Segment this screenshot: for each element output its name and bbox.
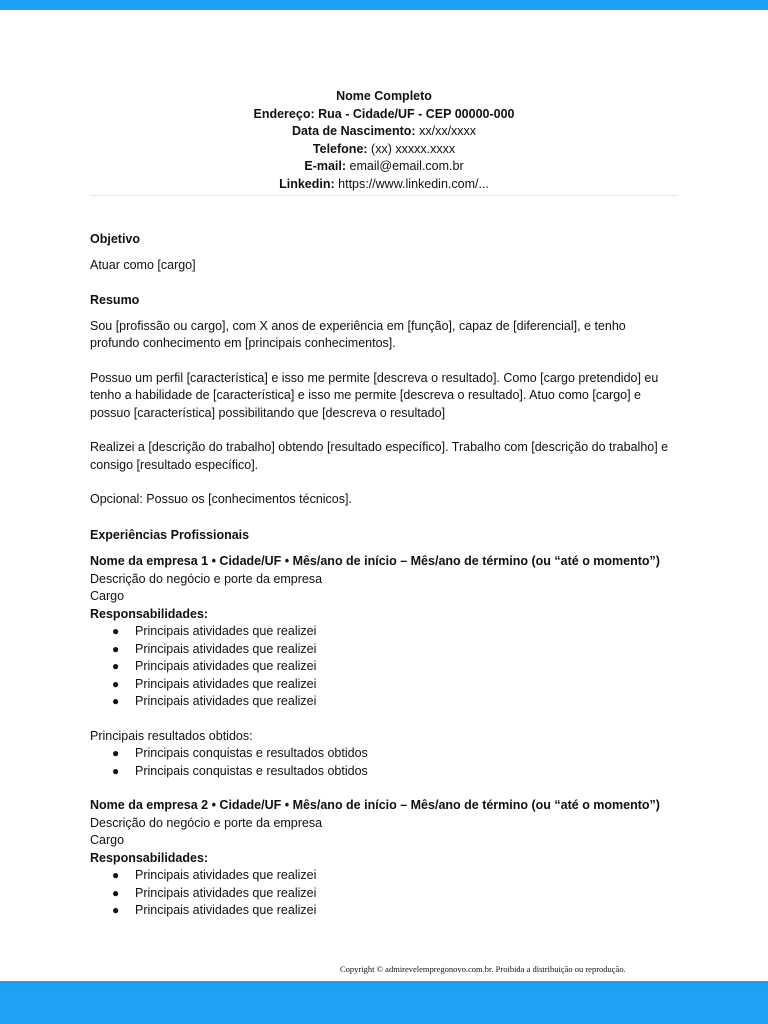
job-description: Descrição do negócio e porte da empresa xyxy=(90,815,323,830)
bullet-icon: ● xyxy=(112,659,120,673)
list-item xyxy=(112,885,678,903)
bullet-icon: ● xyxy=(112,624,120,638)
list-item-text: Principais atividades que realizei xyxy=(135,694,317,708)
job-heading: Nome da empresa 2 • Cidade/UF • Mês/ano de início – Mês/ano de término (ou “até o momento”) xyxy=(90,798,660,812)
list-item-text: Principais atividades que realizei xyxy=(135,624,317,638)
list-item-text: Principais atividades que realizei xyxy=(135,659,317,673)
bullet-icon: ● xyxy=(112,885,120,900)
list-item-text: Principais atividades que realizei xyxy=(135,903,317,917)
responsibilities-label: Responsabilidades: xyxy=(90,606,209,621)
email-line xyxy=(90,158,678,176)
list-item xyxy=(112,641,678,659)
address-value: Rua - Cidade/UF - CEP 00000-000 xyxy=(318,106,515,121)
bullet-icon: ● xyxy=(112,903,120,917)
results-list xyxy=(90,745,678,780)
list-item-text: Principais conquistas e resultados obtidos xyxy=(135,746,368,760)
bullet-icon: ● xyxy=(112,746,120,760)
phone-line xyxy=(90,141,678,159)
phone-value: (xx) xxxxx.xxxx xyxy=(371,141,456,156)
birth-label: Data de Nascimento: xyxy=(291,124,416,138)
list-item-text: Principais conquistas e resultados obtidos xyxy=(135,763,368,778)
list-item xyxy=(112,745,678,763)
list-item xyxy=(112,658,678,676)
address-label: Endereço: xyxy=(253,106,315,121)
address-line xyxy=(90,106,678,124)
responsibilities-list xyxy=(90,623,678,711)
job-role: Cargo xyxy=(90,589,125,603)
experience-entry xyxy=(90,797,678,920)
objective-title: Objetivo xyxy=(90,232,141,246)
list-item-text: Principais atividades que realizei xyxy=(135,885,317,900)
bullet-icon: ● xyxy=(112,763,120,778)
list-item-text: Principais atividades que realizei xyxy=(135,641,317,656)
birth-line xyxy=(90,123,678,141)
list-item xyxy=(112,902,678,920)
list-item xyxy=(112,763,678,781)
resume-header xyxy=(90,88,678,196)
summary-paragraph: Realizei a [descrição do trabalho] obtendo [resultado específico]. Trabalho com [descrição do trabalho] e consigo [resultado específico]. xyxy=(90,440,669,472)
experience-entry xyxy=(90,553,678,780)
linkedin-label: Linkedin: xyxy=(279,176,335,191)
linkedin-line xyxy=(90,176,678,194)
email-value: email@email.com.br xyxy=(349,159,464,173)
copyright-notice: Copyright © admirevelempregonovo.com.br. Proibida a distribuição ou reprodução. xyxy=(340,964,626,974)
list-item-text: Principais atividades que realizei xyxy=(135,868,317,882)
results-label: Principais resultados obtidos: xyxy=(90,728,253,743)
summary-title: Resumo xyxy=(90,293,140,307)
bullet-icon: ● xyxy=(112,868,120,882)
bullet-icon: ● xyxy=(112,676,120,691)
list-item xyxy=(112,676,678,694)
list-item xyxy=(112,623,678,641)
responsibilities-list xyxy=(90,867,678,920)
list-item xyxy=(112,693,678,711)
summary-paragraph: Possuo um perfil [característica] e isso me permite [descreva o resultado]. Como [cargo pretendido] eu tenho a habilidade de [característica] e isso me permite [descreva o resultado]. Atuo como [cargo] e possuo [característica] possibilitando que [descreva o resultado] xyxy=(90,370,659,420)
summary-optional: Opcional: Possuo os [conhecimentos técnicos]. xyxy=(90,492,352,506)
list-item-text: Principais atividades que realizei xyxy=(135,676,317,691)
email-label: E-mail: xyxy=(304,159,347,173)
bullet-icon: ● xyxy=(112,694,120,708)
phone-label: Telefone: xyxy=(312,141,368,156)
responsibilities-label: Responsabilidades: xyxy=(90,850,209,865)
full-name: Nome Completo xyxy=(336,89,432,103)
resume-page xyxy=(90,88,678,920)
bottom-accent-bar xyxy=(0,981,768,1024)
experience-title: Experiências Profissionais xyxy=(90,527,250,542)
job-heading: Nome da empresa 1 • Cidade/UF • Mês/ano de início – Mês/ano de término (ou “até o momento”) xyxy=(90,554,660,568)
job-role: Cargo xyxy=(90,833,125,847)
list-item xyxy=(112,867,678,885)
bullet-icon: ● xyxy=(112,641,120,656)
job-description: Descrição do negócio e porte da empresa xyxy=(90,571,323,586)
summary-paragraph: Sou [profissão ou cargo], com X anos de experiência em [função], capaz de [diferencial], e tenho profundo conhecimento em [principais conhecimentos]. xyxy=(90,318,626,350)
linkedin-value: https://www.linkedin.com/... xyxy=(338,176,489,191)
birth-value: xx/xx/xxxx xyxy=(419,124,477,138)
top-accent-bar xyxy=(0,0,768,10)
objective-text: Atuar como [cargo] xyxy=(90,257,196,272)
